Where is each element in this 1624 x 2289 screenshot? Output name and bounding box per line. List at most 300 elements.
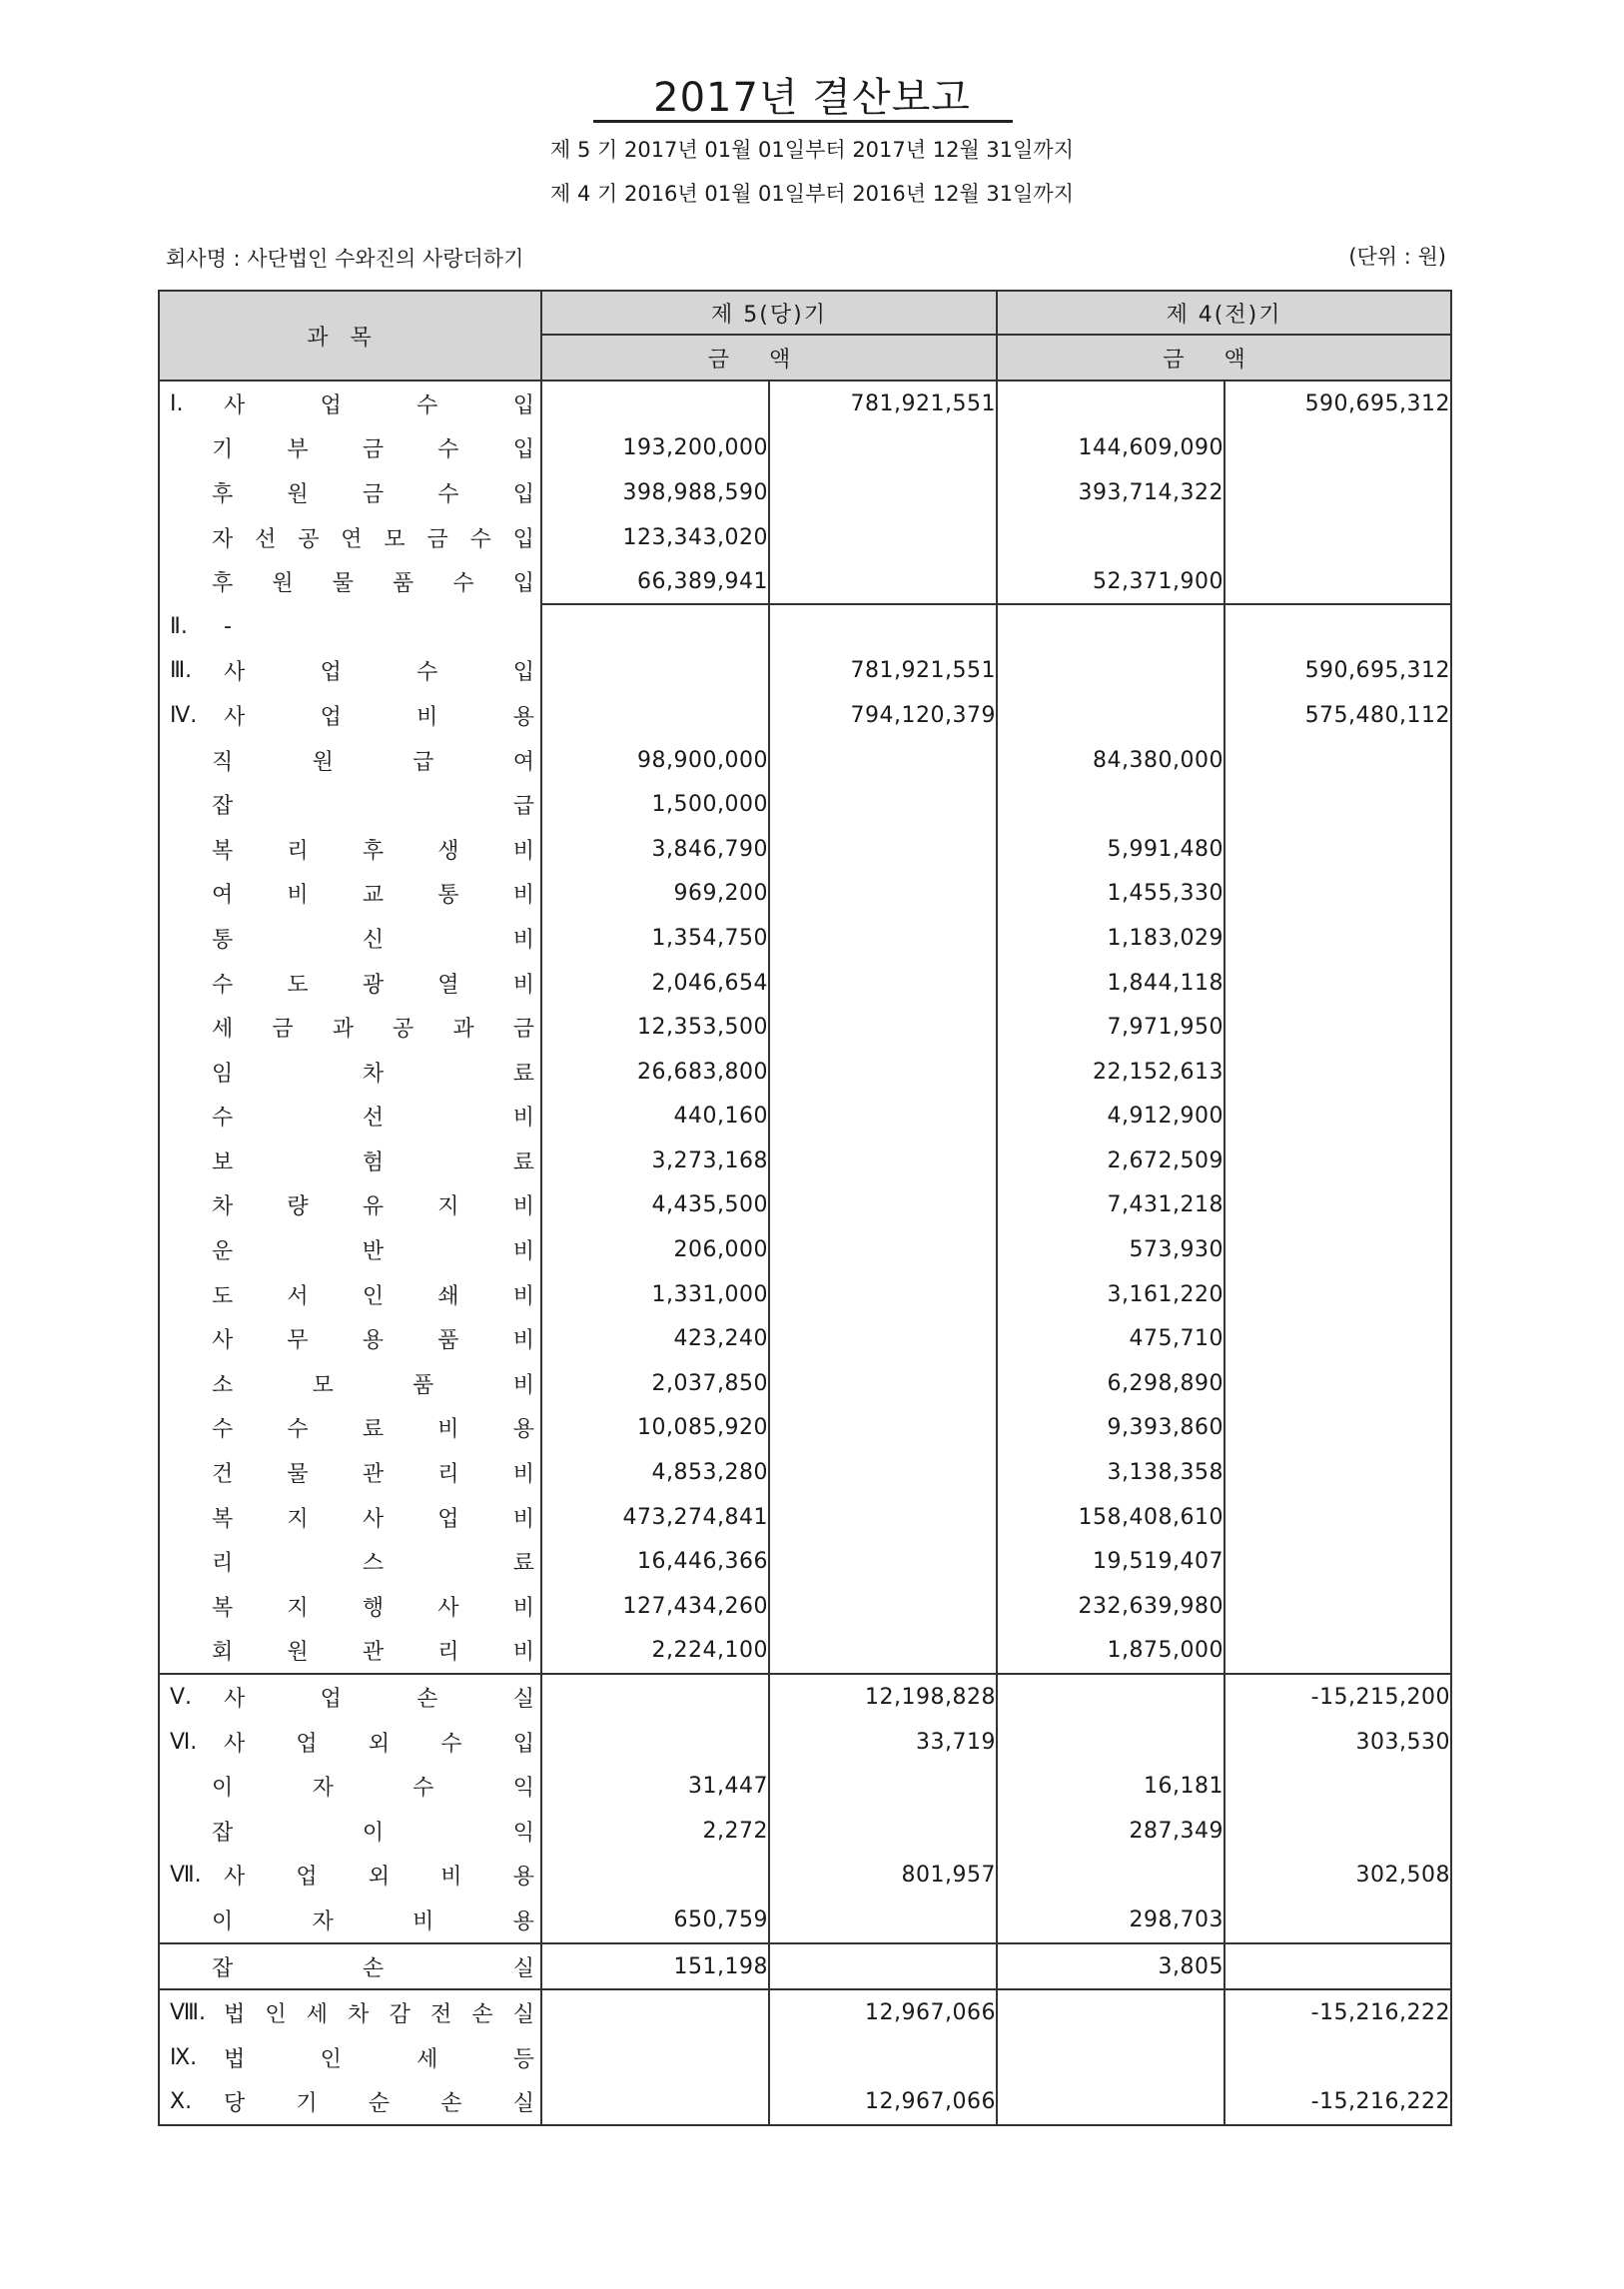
- table-row: [159, 1095, 1451, 1140]
- account-name-cell: [159, 1854, 541, 1899]
- label-char: 료: [512, 1551, 534, 1577]
- account-label: [212, 1457, 534, 1488]
- label-char: 교: [362, 883, 385, 909]
- label-char: 실: [512, 1687, 534, 1713]
- account-name-cell: [159, 381, 541, 426]
- account-name-cell: [159, 1989, 541, 2035]
- prior-total-amount: 590,695,312: [1224, 381, 1451, 426]
- current-detail-amount: 127,434,260: [541, 1584, 769, 1629]
- prior-detail-amount: 16,181: [997, 1764, 1224, 1809]
- label-char: 생: [437, 838, 459, 864]
- account-label: [212, 1635, 534, 1666]
- prior-detail-amount: 52,371,900: [997, 559, 1224, 604]
- current-detail-amount: 3,273,168: [541, 1139, 769, 1183]
- company-name: 회사명 : 사단법인 수와진의 사랑더하기: [166, 247, 524, 271]
- prior-detail-amount: [997, 1989, 1224, 2035]
- label-char: 수: [416, 392, 438, 418]
- label-char: 복: [212, 1506, 234, 1532]
- period-current: 제 5 기 2017년 01월 01일부터 2017년 12월 31일까지: [550, 138, 1074, 162]
- label-char: 선: [255, 526, 277, 552]
- label-char: 수: [212, 972, 234, 998]
- label-char: 비: [512, 838, 534, 864]
- current-total-amount: [769, 1139, 997, 1183]
- label-char: 당: [224, 2091, 246, 2117]
- prior-detail-amount: [997, 2080, 1224, 2126]
- label-char: 업: [320, 1687, 342, 1713]
- label-char: 비: [512, 883, 534, 909]
- label-char: 량: [287, 1194, 309, 1220]
- label-char: 자: [312, 1908, 334, 1934]
- label-char: 리: [437, 1462, 459, 1488]
- label-char: 사: [224, 1731, 246, 1757]
- current-detail-amount: 151,198: [541, 1943, 769, 1990]
- account-name-cell: [159, 1584, 541, 1629]
- current-total-amount: [769, 559, 997, 604]
- prior-detail-amount: 1,455,330: [997, 872, 1224, 917]
- prior-total-amount: [1224, 1495, 1451, 1540]
- label-char: 업: [437, 1506, 459, 1532]
- prior-detail-amount: 475,710: [997, 1316, 1224, 1361]
- label-char: 금: [272, 1017, 294, 1043]
- label-char: 비: [512, 1372, 534, 1398]
- label-char: 원: [287, 481, 309, 507]
- label-char: 급: [512, 794, 534, 820]
- prior-detail-amount: 298,703: [997, 1898, 1224, 1943]
- current-detail-amount: 2,046,654: [541, 961, 769, 1006]
- prior-detail-amount: 393,714,322: [997, 470, 1224, 515]
- current-detail-amount: [541, 1989, 769, 2035]
- label-char: 급: [412, 749, 434, 775]
- account-name-cell: [159, 827, 541, 872]
- prior-total-amount: [1224, 872, 1451, 917]
- label-char: 전: [429, 2002, 452, 2028]
- account-name-cell: [159, 1095, 541, 1140]
- table-row: [159, 1629, 1451, 1675]
- table-row: [159, 1720, 1451, 1765]
- account-name-cell: [159, 1050, 541, 1095]
- label-char: 직: [212, 749, 234, 775]
- account-label: [224, 2086, 534, 2117]
- table-row: [159, 1316, 1451, 1361]
- label-char: 용: [512, 1908, 534, 1934]
- account-label: [212, 1951, 534, 1982]
- prior-detail-amount: [997, 515, 1224, 560]
- account-name-cell: [159, 2035, 541, 2080]
- period-prior: 제 4 기 2016년 01월 01일부터 2016년 12월 31일까지: [550, 182, 1074, 206]
- table-row: [159, 1764, 1451, 1809]
- account-label: [212, 1234, 534, 1265]
- label-char: 사: [362, 1506, 385, 1532]
- label-char: 통: [437, 883, 459, 909]
- prior-detail-amount: 3,161,220: [997, 1272, 1224, 1317]
- prior-detail-amount: 6,298,890: [997, 1361, 1224, 1406]
- table-row: [159, 693, 1451, 738]
- section-number: Ⅷ.: [170, 2000, 206, 2026]
- current-detail-amount: [541, 2080, 769, 2126]
- prior-detail-amount: 144,609,090: [997, 426, 1224, 471]
- label-char: 반: [362, 1239, 385, 1265]
- label-char: 비: [512, 972, 534, 998]
- account-name-cell: [159, 1406, 541, 1451]
- current-total-amount: [769, 426, 997, 471]
- label-char: 수: [437, 437, 459, 463]
- current-detail-amount: [541, 1854, 769, 1899]
- prior-total-amount: [1224, 738, 1451, 783]
- current-total-amount: [769, 916, 997, 961]
- label-char: 자: [312, 1776, 334, 1802]
- prior-detail-amount: 84,380,000: [997, 738, 1224, 783]
- label-char: 용: [512, 1865, 534, 1891]
- prior-detail-amount: 19,519,407: [997, 1539, 1224, 1584]
- current-total-amount: [769, 1095, 997, 1140]
- label-char: 후: [212, 571, 234, 597]
- current-total-amount: [769, 1272, 997, 1317]
- account-label: [224, 1860, 534, 1891]
- account-name-cell: [159, 1316, 541, 1361]
- prior-detail-amount: [997, 1674, 1224, 1720]
- label-char: 입: [512, 437, 534, 463]
- label-char: 비: [287, 883, 309, 909]
- section-number: Ⅵ.: [170, 1729, 198, 1755]
- account-label: [212, 566, 534, 597]
- account-label: [212, 1279, 534, 1310]
- table-row: [159, 738, 1451, 783]
- label-char: 잡: [212, 1820, 234, 1846]
- label-char: 무: [287, 1328, 309, 1354]
- label-char: 관: [362, 1640, 385, 1666]
- table-row: [159, 1943, 1451, 1990]
- current-detail-amount: 12,353,500: [541, 1005, 769, 1050]
- prior-total-amount: [1224, 1764, 1451, 1809]
- label-char: 잡: [212, 1955, 234, 1981]
- table-row: [159, 604, 1451, 649]
- label-char: 후: [362, 838, 385, 864]
- account-label: [224, 1682, 534, 1713]
- account-name-cell: [159, 2080, 541, 2126]
- account-name-cell: [159, 1139, 541, 1183]
- label-char: 이: [362, 1820, 385, 1846]
- label-char: 선: [362, 1106, 385, 1132]
- section-number: Ⅸ.: [170, 2044, 198, 2070]
- label-char: 물: [332, 571, 354, 597]
- prior-total-amount: [1224, 1406, 1451, 1451]
- prior-total-amount: [1224, 1272, 1451, 1317]
- label-char: 열: [437, 972, 459, 998]
- prior-detail-amount: 1,183,029: [997, 916, 1224, 961]
- label-char: 용: [512, 704, 534, 730]
- header-current-amount: 금액: [541, 335, 997, 381]
- section-number: Ⅲ.: [170, 658, 193, 684]
- label-char: 수: [212, 1417, 234, 1443]
- current-detail-amount: 650,759: [541, 1898, 769, 1943]
- current-detail-amount: 4,853,280: [541, 1450, 769, 1495]
- account-label: [212, 1816, 534, 1847]
- current-detail-amount: 440,160: [541, 1095, 769, 1140]
- label-char: 원: [287, 1640, 309, 1666]
- label-char: 서: [287, 1283, 309, 1309]
- label-char: 용: [512, 1417, 534, 1443]
- prior-total-amount: -15,215,200: [1224, 1674, 1451, 1720]
- account-name-cell: [159, 1674, 541, 1720]
- account-name-cell: [159, 782, 541, 827]
- prior-total-amount: 303,530: [1224, 1720, 1451, 1765]
- account-name-cell: [159, 1183, 541, 1228]
- account-label: [212, 1012, 534, 1043]
- label-char: 후: [212, 481, 234, 507]
- label-char: 사: [212, 1328, 234, 1354]
- label-char: 법: [224, 2002, 246, 2028]
- current-detail-amount: 1,354,750: [541, 916, 769, 961]
- account-name-cell: [159, 1272, 541, 1317]
- label-char: 비: [512, 1506, 534, 1532]
- label-char: 비: [512, 1462, 534, 1488]
- table-row: [159, 2080, 1451, 2126]
- table-row: [159, 1989, 1451, 2035]
- label-char: 사: [224, 392, 246, 418]
- account-name-cell: [159, 1005, 541, 1050]
- current-detail-amount: 969,200: [541, 872, 769, 917]
- account-label: [212, 1546, 534, 1577]
- account-label: [212, 923, 534, 954]
- prior-total-amount: [1224, 1316, 1451, 1361]
- label-char: 수: [469, 526, 491, 552]
- label-char: 비: [512, 1328, 534, 1354]
- label-char: 인: [265, 2002, 287, 2028]
- prior-total-amount: [1224, 1050, 1451, 1095]
- prior-detail-amount: 573,930: [997, 1227, 1224, 1272]
- current-total-amount: [769, 1584, 997, 1629]
- label-char: 손: [416, 1687, 438, 1713]
- account-name-cell: [159, 1495, 541, 1540]
- header-account: 과목: [159, 291, 541, 381]
- prior-detail-amount: [997, 381, 1224, 426]
- account-name-cell: [159, 649, 541, 694]
- label-char: 리: [287, 838, 309, 864]
- prior-detail-amount: 1,844,118: [997, 961, 1224, 1006]
- label-char: 여: [212, 883, 234, 909]
- label-char: 기: [212, 437, 234, 463]
- label-char: 비: [512, 1283, 534, 1309]
- label-char: 사: [437, 1595, 459, 1621]
- label-char: 모: [384, 526, 406, 552]
- label-char: 여: [512, 749, 534, 775]
- label-char: 금: [426, 526, 448, 552]
- label-char: 비: [512, 1106, 534, 1132]
- prior-total-amount: [1224, 916, 1451, 961]
- header-current-period: 제 5(당)기: [541, 291, 997, 335]
- label-char: 료: [512, 1149, 534, 1175]
- title-underline: [593, 120, 1013, 123]
- prior-total-amount: [1224, 470, 1451, 515]
- label-char: 인: [362, 1283, 385, 1309]
- account-name-cell: [159, 426, 541, 471]
- account-name-cell: [159, 604, 541, 649]
- prior-detail-amount: 2,672,509: [997, 1139, 1224, 1183]
- current-detail-amount: 473,274,841: [541, 1495, 769, 1540]
- prior-total-amount: [1224, 1629, 1451, 1675]
- label-char: 소: [212, 1372, 234, 1398]
- current-detail-amount: 398,988,590: [541, 470, 769, 515]
- label-char: 사: [224, 1865, 246, 1891]
- current-total-amount: 781,921,551: [769, 649, 997, 694]
- account-label: [212, 789, 534, 820]
- current-detail-amount: 1,331,000: [541, 1272, 769, 1317]
- current-detail-amount: 2,272: [541, 1809, 769, 1854]
- prior-detail-amount: 3,805: [997, 1943, 1224, 1990]
- account-label: [212, 1412, 534, 1443]
- current-detail-amount: [541, 1674, 769, 1720]
- prior-detail-amount: 7,971,950: [997, 1005, 1224, 1050]
- label-char: 사: [224, 660, 246, 686]
- account-name-cell: [159, 1720, 541, 1765]
- label-char: 잡: [212, 794, 234, 820]
- account-label: [224, 2042, 534, 2073]
- prior-total-amount: -15,216,222: [1224, 1989, 1451, 2035]
- label-char: 도: [212, 1283, 234, 1309]
- label-char: 도: [287, 972, 309, 998]
- label-char: 품: [412, 1372, 434, 1398]
- prior-total-amount: [1224, 1095, 1451, 1140]
- table-row: [159, 1809, 1451, 1854]
- account-label: [212, 1323, 534, 1354]
- prior-detail-amount: [997, 782, 1224, 827]
- label-char: 순: [368, 2091, 391, 2117]
- account-label: [212, 522, 534, 553]
- account-label: [212, 1905, 534, 1935]
- account-label: [212, 1145, 534, 1176]
- current-detail-amount: 98,900,000: [541, 738, 769, 783]
- table-row: [159, 1406, 1451, 1451]
- label-char: 공: [393, 1017, 414, 1043]
- table-row: [159, 2035, 1451, 2080]
- account-name-cell: [159, 693, 541, 738]
- table-row: [159, 515, 1451, 560]
- label-char: 과: [452, 1017, 474, 1043]
- label-char: 관: [362, 1462, 385, 1488]
- account-label: [224, 614, 534, 639]
- account-name-cell: [159, 961, 541, 1006]
- label-char: 유: [362, 1194, 385, 1220]
- current-detail-amount: [541, 649, 769, 694]
- label-char: 익: [512, 1776, 534, 1802]
- label-char: 손: [362, 1955, 385, 1981]
- account-name-cell: [159, 470, 541, 515]
- account-name-cell: [159, 515, 541, 560]
- label-char: 법: [224, 2046, 246, 2072]
- prior-total-amount: [1224, 1139, 1451, 1183]
- account-label: [212, 834, 534, 865]
- account-name-cell: [159, 738, 541, 783]
- label-char: 비: [512, 927, 534, 953]
- account-label: [212, 477, 534, 508]
- prior-detail-amount: 5,991,480: [997, 827, 1224, 872]
- label-char: 감: [389, 2002, 410, 2028]
- current-total-amount: [769, 1361, 997, 1406]
- current-total-amount: 12,967,066: [769, 1989, 997, 2035]
- section-number: Ⅹ.: [170, 2089, 193, 2115]
- label-char: -: [224, 613, 232, 639]
- label-char: 수: [412, 1776, 434, 1802]
- account-name-cell: [159, 1809, 541, 1854]
- prior-total-amount: [1224, 426, 1451, 471]
- label-char: 자: [212, 526, 234, 552]
- current-detail-amount: [541, 1720, 769, 1765]
- account-label: [212, 1368, 534, 1399]
- label-char: 손: [440, 2091, 462, 2117]
- current-total-amount: 801,957: [769, 1854, 997, 1899]
- label-char: 행: [362, 1595, 385, 1621]
- table-row: [159, 1005, 1451, 1050]
- account-label: [224, 655, 534, 686]
- current-total-amount: [769, 1629, 997, 1675]
- label-char: 입: [512, 660, 534, 686]
- prior-detail-amount: 22,152,613: [997, 1050, 1224, 1095]
- current-total-amount: [769, 470, 997, 515]
- prior-total-amount: 302,508: [1224, 1854, 1451, 1899]
- prior-total-amount: [1224, 1227, 1451, 1272]
- table-row: [159, 1584, 1451, 1629]
- label-char: 수: [440, 1731, 462, 1757]
- label-char: 임: [212, 1061, 234, 1087]
- section-number: Ⅰ.: [170, 390, 184, 416]
- account-name-cell: [159, 1450, 541, 1495]
- account-label: [224, 1997, 534, 2028]
- account-name-cell: [159, 916, 541, 961]
- table-row: [159, 1183, 1451, 1228]
- label-char: 이: [212, 1908, 234, 1934]
- prior-total-amount: [1224, 1943, 1451, 1990]
- current-detail-amount: 26,683,800: [541, 1050, 769, 1095]
- label-char: 수: [287, 1417, 309, 1443]
- label-char: 외: [368, 1731, 391, 1757]
- label-char: 입: [512, 392, 534, 418]
- label-char: 입: [512, 1731, 534, 1757]
- account-label: [224, 388, 534, 419]
- label-char: 험: [362, 1149, 385, 1175]
- label-char: 통: [212, 927, 234, 953]
- table-row: [159, 1227, 1451, 1272]
- prior-detail-amount: [997, 649, 1224, 694]
- current-total-amount: [769, 2035, 997, 2080]
- label-char: 연: [341, 526, 363, 552]
- prior-total-amount: [1224, 1809, 1451, 1854]
- table-row: [159, 827, 1451, 872]
- prior-total-amount: [1224, 1361, 1451, 1406]
- current-detail-amount: [541, 604, 769, 649]
- label-char: 금: [362, 437, 385, 463]
- current-total-amount: [769, 1943, 997, 1990]
- current-total-amount: 794,120,379: [769, 693, 997, 738]
- account-name-cell: [159, 872, 541, 917]
- prior-detail-amount: 287,349: [997, 1809, 1224, 1854]
- table-row: [159, 916, 1451, 961]
- label-char: 세: [416, 2046, 438, 2072]
- current-total-amount: [769, 1809, 997, 1854]
- prior-total-amount: [1224, 1450, 1451, 1495]
- prior-total-amount: [1224, 2035, 1451, 2080]
- prior-total-amount: [1224, 604, 1451, 649]
- prior-total-amount: [1224, 1584, 1451, 1629]
- current-total-amount: 781,921,551: [769, 381, 997, 426]
- account-label: [212, 745, 534, 776]
- label-char: 보: [212, 1149, 234, 1175]
- current-total-amount: [769, 1539, 997, 1584]
- table-row: [159, 470, 1451, 515]
- label-char: 수: [416, 660, 438, 686]
- current-detail-amount: 423,240: [541, 1316, 769, 1361]
- current-detail-amount: 4,435,500: [541, 1183, 769, 1228]
- current-total-amount: [769, 604, 997, 649]
